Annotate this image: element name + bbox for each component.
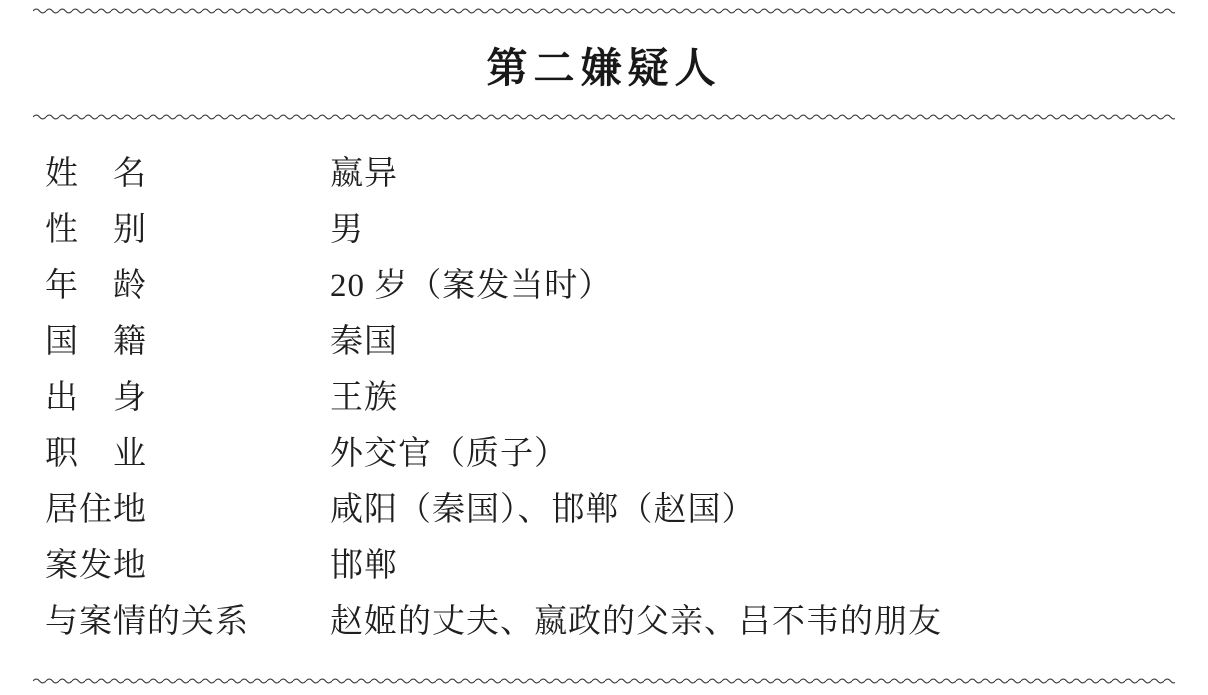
row-gender bbox=[45, 202, 1175, 258]
row-value: 20 岁（案发当时） bbox=[330, 268, 613, 304]
row-crime-scene bbox=[45, 538, 1175, 594]
page-title: 第二嫌疑人 bbox=[486, 44, 722, 91]
row-label: 年 龄 bbox=[45, 268, 147, 304]
row-label: 与案情的关系 bbox=[45, 604, 249, 640]
row-residence bbox=[45, 482, 1175, 538]
row-value: 赵姬的丈夫、嬴政的父亲、吕不韦的朋友 bbox=[330, 604, 942, 640]
row-origin bbox=[45, 370, 1175, 426]
row-label: 出 身 bbox=[45, 380, 147, 416]
wavy-divider-middle bbox=[33, 112, 1175, 122]
row-label: 性 别 bbox=[45, 212, 147, 248]
row-value: 邯郸 bbox=[330, 548, 398, 584]
row-value: 嬴异 bbox=[330, 156, 398, 192]
row-occupation bbox=[45, 426, 1175, 482]
row-age bbox=[45, 258, 1175, 314]
row-nationality bbox=[45, 314, 1175, 370]
row-label: 居住地 bbox=[45, 492, 147, 528]
row-name bbox=[45, 146, 1175, 202]
row-label: 姓 名 bbox=[45, 156, 147, 192]
title-band bbox=[33, 16, 1175, 112]
wavy-divider-top bbox=[33, 6, 1175, 16]
row-label: 职 业 bbox=[45, 436, 147, 472]
row-value: 秦国 bbox=[330, 324, 398, 360]
row-label: 案发地 bbox=[45, 548, 147, 584]
row-relation-to-case bbox=[45, 594, 1175, 650]
row-value: 王族 bbox=[330, 380, 398, 416]
row-label: 国 籍 bbox=[45, 324, 147, 360]
profile-rows bbox=[45, 146, 1175, 650]
row-value: 咸阳（秦国）、邯郸（赵国） bbox=[330, 492, 756, 528]
row-value: 外交官（质子） bbox=[330, 436, 568, 472]
row-value: 男 bbox=[330, 212, 364, 248]
wavy-divider-bottom bbox=[33, 676, 1175, 686]
